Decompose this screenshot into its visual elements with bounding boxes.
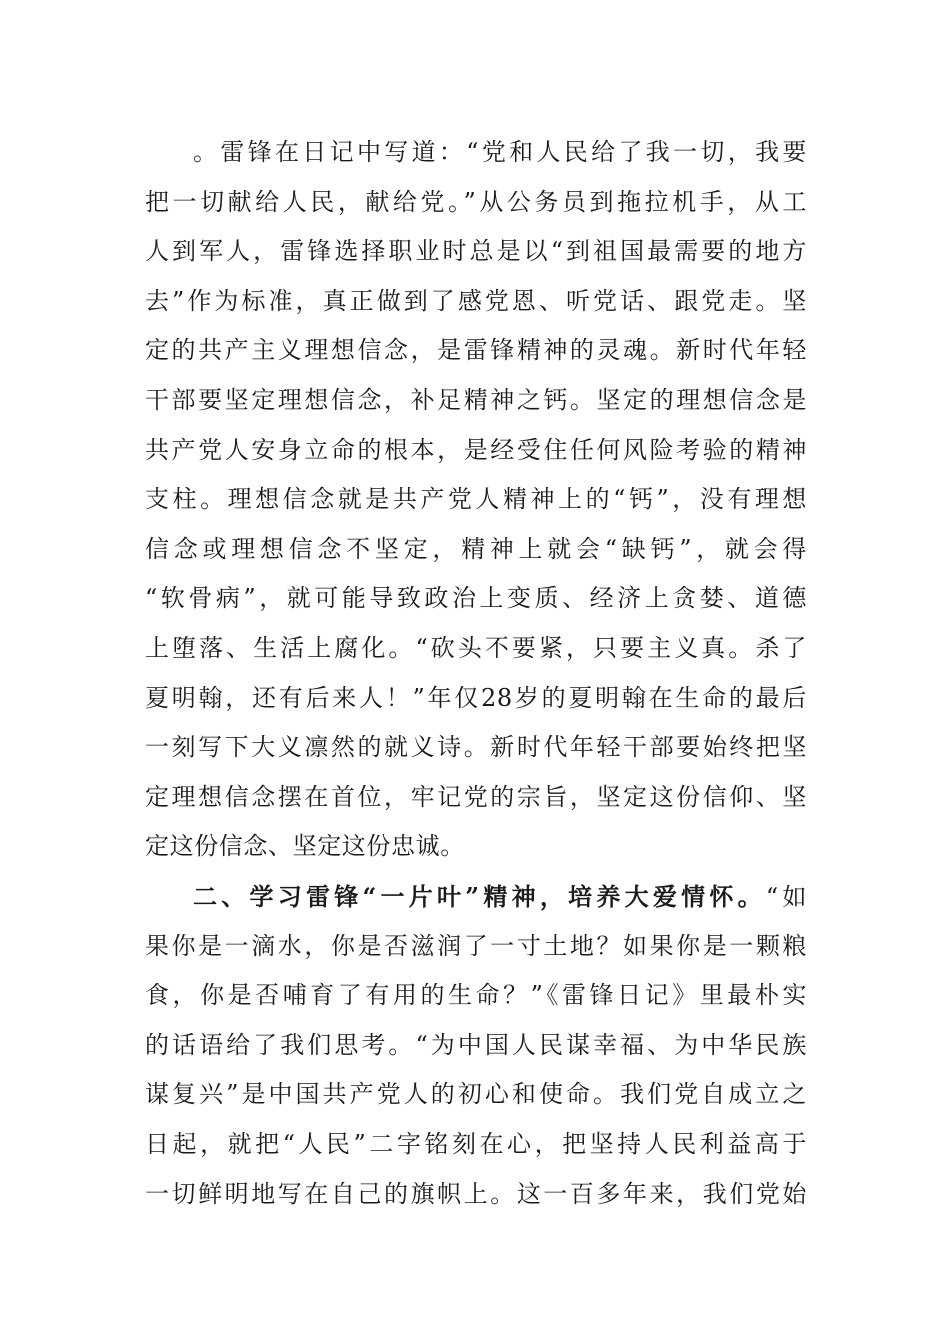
text-line: 定理想信念摆在首位，牢记党的宗旨，坚定这份信仰、坚 xyxy=(145,782,807,811)
text-line: “软骨病”，就可能导致政治上变质、经济上贪婪、道德 xyxy=(145,584,807,613)
text-line: 的话语给了我们思考。“为中国人民谋幸福、为中华民族 xyxy=(145,1030,807,1059)
text-line: 谋复兴”是中国共产党人的初心和使命。我们党自成立之 xyxy=(145,1080,807,1109)
text-line: 定这份信念、坚定这份忠诚。 xyxy=(145,832,465,861)
text-line: 日起，就把“人民”二字铭刻在心，把坚持人民利益高于 xyxy=(145,1129,807,1158)
text-line: 支柱。理想信念就是共产党人精神上的“钙”，没有理想 xyxy=(145,485,807,514)
text-line: 上堕落、生活上腐化。“砍头不要紧，只要主义真。杀了 xyxy=(145,633,807,662)
text-line: 把一切献给人民，献给党。”从公务员到拖拉机手，从工 xyxy=(145,187,807,216)
text-line: 果你是一滴水，你是否滋润了一寸土地？如果你是一颗粮 xyxy=(145,931,807,960)
text-line: 一刻写下大义凛然的就义诗。新时代年轻干部要始终把坚 xyxy=(145,733,807,762)
text-line: 一切鲜明地写在自己的旗帜上。这一百多年来，我们党始 xyxy=(145,1179,807,1208)
heading-line-rest: “如 xyxy=(765,883,807,911)
text-line: 去”作为标准，真正做到了感党恩、听党话、跟党走。坚 xyxy=(145,286,807,315)
paragraph-1 xyxy=(145,128,807,872)
text-line: 。雷锋在日记中写道：“党和人民给了我一切，我要 xyxy=(193,138,807,166)
text-line: 夏明翰，还有后来人！”年仅28岁的夏明翰在生命的最后 xyxy=(145,683,807,712)
text-line: 人到军人，雷锋选择职业时总是以“到祖国最需要的地方 xyxy=(145,237,807,266)
text-line: 干部要坚定理想信念，补足精神之钙。坚定的理想信念是 xyxy=(145,385,807,414)
section-heading: 二、学习雷锋“一片叶”精神，培养大爱情怀。 xyxy=(193,882,766,911)
text-line: 共产党人安身立命的根本，是经受住任何风险考验的精神 xyxy=(145,435,807,464)
text-line: 定的共产主义理想信念，是雷锋精神的灵魂。新时代年轻 xyxy=(145,336,807,365)
text-line: 信念或理想信念不坚定，精神上就会“缺钙”，就会得 xyxy=(145,534,807,563)
heading-line xyxy=(145,872,807,922)
paragraph-2 xyxy=(145,872,807,1219)
text-line: 食，你是否哺育了有用的生命？”《雷锋日记》里最朴实 xyxy=(145,981,807,1010)
